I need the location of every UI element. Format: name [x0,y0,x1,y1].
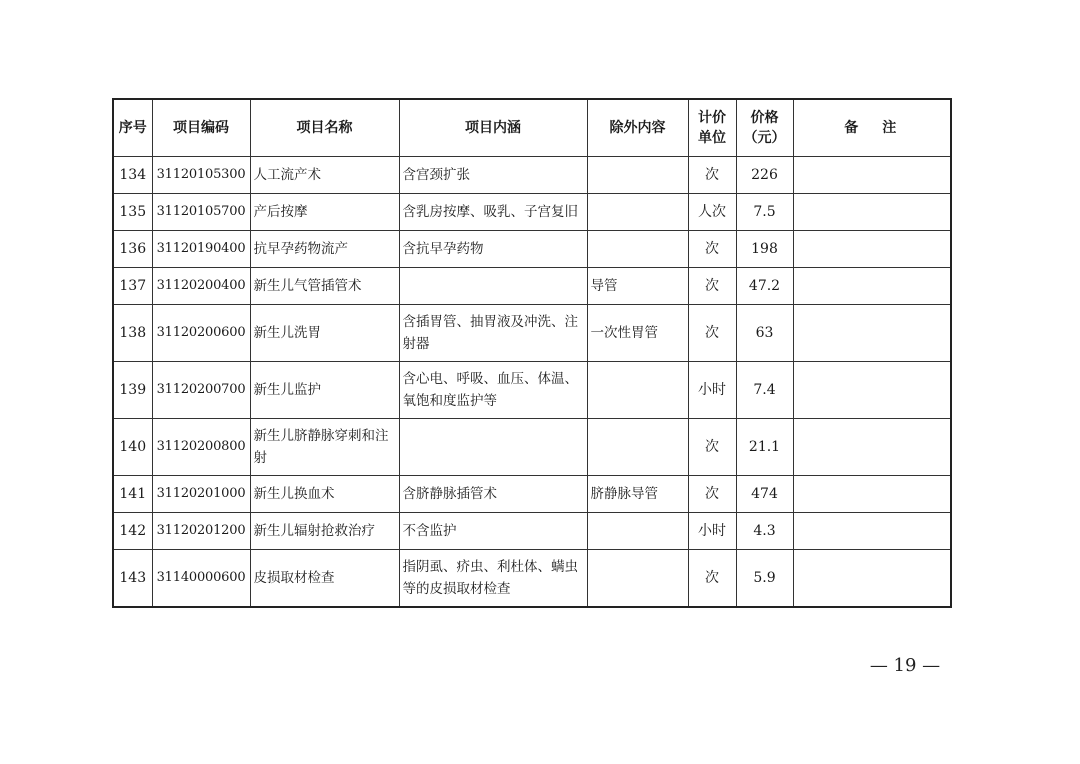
cell-seq: 141 [113,476,152,513]
cell-price: 198 [736,231,793,268]
cell-code: 31120200800 [152,419,250,476]
cell-content: 含插胃管、抽胃液及冲洗、注射器 [399,305,587,362]
cell-content: 含心电、呼吸、血压、体温、氧饱和度监护等 [399,362,587,419]
cell-code: 31120105700 [152,194,250,231]
cell-code: 31120190400 [152,231,250,268]
cell-price: 7.4 [736,362,793,419]
cell-code: 31140000600 [152,550,250,607]
table-row [113,194,951,231]
cell-name: 新生儿监护 [250,362,399,419]
header-row [113,99,951,157]
cell-excluded [587,513,688,550]
table-row [113,550,951,607]
cell-content: 含抗早孕药物 [399,231,587,268]
cell-unit: 次 [688,550,736,607]
cell-remark [793,305,951,362]
header-code: 项目编码 [152,99,250,157]
cell-seq: 140 [113,419,152,476]
cell-seq: 135 [113,194,152,231]
cell-unit: 次 [688,305,736,362]
header-price: 价格（元） [736,99,793,157]
cell-unit: 人次 [688,194,736,231]
cell-name: 新生儿辐射抢救治疗 [250,513,399,550]
cell-unit: 小时 [688,513,736,550]
cell-content [399,268,587,305]
cell-seq: 137 [113,268,152,305]
cell-name: 新生儿气管插管术 [250,268,399,305]
cell-content: 不含监护 [399,513,587,550]
cell-unit: 次 [688,476,736,513]
cell-remark [793,550,951,607]
cell-price: 47.2 [736,268,793,305]
cell-code: 31120200700 [152,362,250,419]
cell-excluded [587,362,688,419]
cell-remark [793,419,951,476]
table-header [113,99,951,157]
cell-seq: 136 [113,231,152,268]
header-remark: 备注 [793,99,951,157]
cell-remark [793,476,951,513]
table-row [113,362,951,419]
header-unit: 计价单位 [688,99,736,157]
header-content: 项目内涵 [399,99,587,157]
cell-seq: 138 [113,305,152,362]
cell-seq: 139 [113,362,152,419]
cell-content: 含乳房按摩、吸乳、子宫复旧 [399,194,587,231]
cell-content: 含脐静脉插管术 [399,476,587,513]
cell-excluded [587,550,688,607]
cell-remark [793,362,951,419]
table-row [113,305,951,362]
cell-seq: 134 [113,157,152,194]
cell-name: 皮损取材检查 [250,550,399,607]
table-row [113,268,951,305]
cell-remark [793,194,951,231]
cell-price: 5.9 [736,550,793,607]
header-excluded: 除外内容 [587,99,688,157]
cell-code: 31120200400 [152,268,250,305]
cell-unit: 次 [688,157,736,194]
cell-code: 31120105300 [152,157,250,194]
cell-price: 226 [736,157,793,194]
cell-seq: 143 [113,550,152,607]
cell-seq: 142 [113,513,152,550]
cell-code: 31120200600 [152,305,250,362]
header-name: 项目名称 [250,99,399,157]
cell-name: 产后按摩 [250,194,399,231]
cell-price: 7.5 [736,194,793,231]
table-row [113,476,951,513]
cell-price: 21.1 [736,419,793,476]
cell-name: 抗早孕药物流产 [250,231,399,268]
cell-name: 新生儿脐静脉穿刺和注射 [250,419,399,476]
cell-price: 63 [736,305,793,362]
cell-excluded: 脐静脉导管 [587,476,688,513]
page-number: — 19 — [869,655,941,676]
header-seq: 序号 [113,99,152,157]
price-table [112,98,952,608]
cell-excluded [587,194,688,231]
cell-unit: 次 [688,231,736,268]
cell-unit: 次 [688,419,736,476]
cell-price: 474 [736,476,793,513]
table-row [113,513,951,550]
cell-remark [793,157,951,194]
cell-code: 31120201000 [152,476,250,513]
cell-remark [793,513,951,550]
cell-name: 新生儿洗胃 [250,305,399,362]
cell-excluded [587,231,688,268]
cell-price: 4.3 [736,513,793,550]
cell-unit: 次 [688,268,736,305]
table-row [113,419,951,476]
table-body [113,157,951,607]
cell-excluded [587,157,688,194]
cell-remark [793,231,951,268]
cell-remark [793,268,951,305]
cell-name: 人工流产术 [250,157,399,194]
table-row [113,157,951,194]
cell-unit: 小时 [688,362,736,419]
cell-content [399,419,587,476]
cell-content: 含宫颈扩张 [399,157,587,194]
cell-excluded: 一次性胃管 [587,305,688,362]
cell-name: 新生儿换血术 [250,476,399,513]
table-row [113,231,951,268]
cell-content: 指阴虱、疥虫、利杜体、螨虫等的皮损取材检查 [399,550,587,607]
cell-excluded: 导管 [587,268,688,305]
cell-code: 31120201200 [152,513,250,550]
cell-excluded [587,419,688,476]
